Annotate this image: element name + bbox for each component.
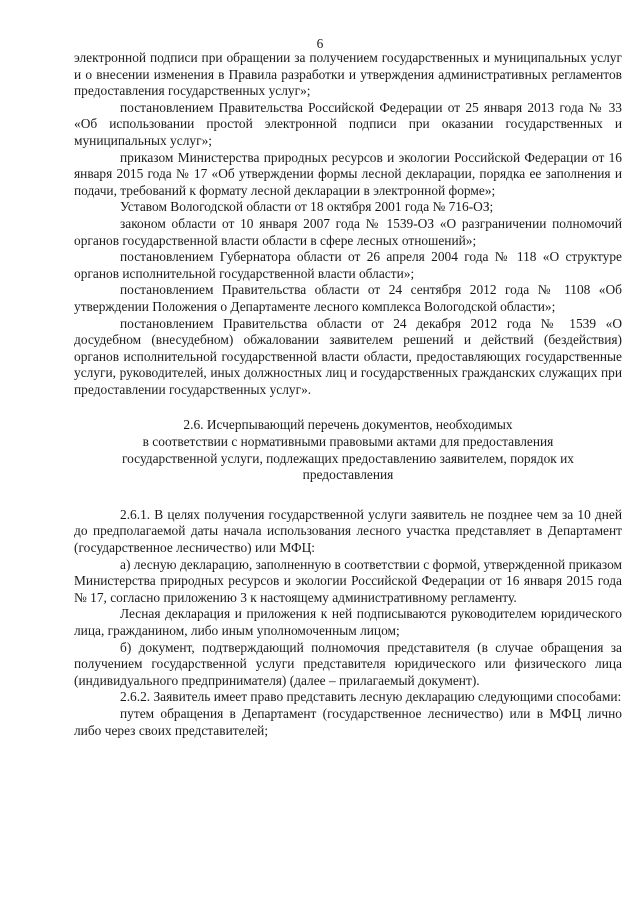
- paragraph: Лесная декларация и приложения к ней подписываются руководителем юридического лица, гражданином, либо иным уполномоченным лицом;: [74, 606, 622, 638]
- paragraph: постановлением Правительства Российской Федерации от 25 января 2013 года № 33 «Об использовании простой электронной подписи при оказании государственных и муниципальных услуг»;: [74, 99, 622, 148]
- paragraph: путем обращения в Департамент (государственное лесничество) или в МФЦ лично либо через своих представителей;: [74, 705, 622, 738]
- section-heading-line: предоставления: [302, 467, 394, 483]
- paragraph: постановлением Правительства области от 24 декабря 2012 года № 1539 «О досудебном (внесудебном) обжаловании заявителем решений и действий (бездействия) органов исполнительной государственной власти области, предоставляющих государственные услуги, руководителей, иных должностных лиц и государственных гражданских служащих при предоставлении государственных услуг».: [74, 315, 622, 397]
- page-number: 6: [316, 36, 324, 51]
- paragraph: приказом Министерства природных ресурсов и экологии Российской Федерации от 16 января 2015 года № 17 «Об утверждении формы лесной декларации, порядка ее заполнения и подачи, требований к формату лесной декларации в электронной форме»;: [74, 149, 622, 198]
- paragraph: 2.6.2. Заявитель имеет право представить лесную декларацию следующими способами:: [120, 689, 622, 705]
- paragraph: законом области от 10 января 2007 года № 1539-ОЗ «О разграничении полномочий органов государственной власти области в сфере лесных отношений»;: [74, 215, 622, 248]
- paragraph: постановлением Губернатора области от 26 апреля 2004 года № 118 «О структуре органов исполнительной государственной власти области»;: [74, 249, 622, 281]
- section-heading-line: в соответствии с нормативными правовыми актами для предоставления: [142, 434, 554, 450]
- paragraph: Уставом Вологодской области от 18 октября 2001 года № 716-ОЗ;: [120, 199, 494, 215]
- section-heading-line: 2.6. Исчерпывающий перечень документов, необходимых: [183, 417, 513, 433]
- paragraph: б) документ, подтверждающий полномочия представителя (в случае обращения за получением государственной услуги представителя юридического или физического лица (индивидуального предпринимателя) (далее – прилагаемый документ).: [74, 639, 622, 688]
- section-heading-line: государственной услуги, подлежащих предоставлению заявителем, порядок их: [121, 450, 575, 466]
- section-heading: [74, 417, 622, 483]
- document-body: [74, 50, 622, 739]
- paragraph: 2.6.1. В целях получения государственной услуги заявитель не позднее чем за 10 дней до предполагаемой даты начала использования лесного участка представляет в Департамент (государственное лесничество) или МФЦ:: [74, 506, 622, 556]
- paragraph: электронной подписи при обращении за получением государственных и муниципальных услуг и о внесении изменения в Правила разработки и утверждения административных регламентов предоставления государственных услуг»;: [74, 50, 622, 99]
- paragraph: а) лесную декларацию, заполненную в соответствии с формой, утвержденной приказом Министерства природных ресурсов и экологии Российской Федерации от 16 января 2015 года № 17, согласно приложению 3 к настоящему административному регламенту.: [74, 556, 622, 605]
- paragraph: постановлением Правительства области от 24 сентября 2012 года № 1108 «Об утверждении Положения о Департаменте лесного комплекса Вологодской области»;: [74, 282, 622, 314]
